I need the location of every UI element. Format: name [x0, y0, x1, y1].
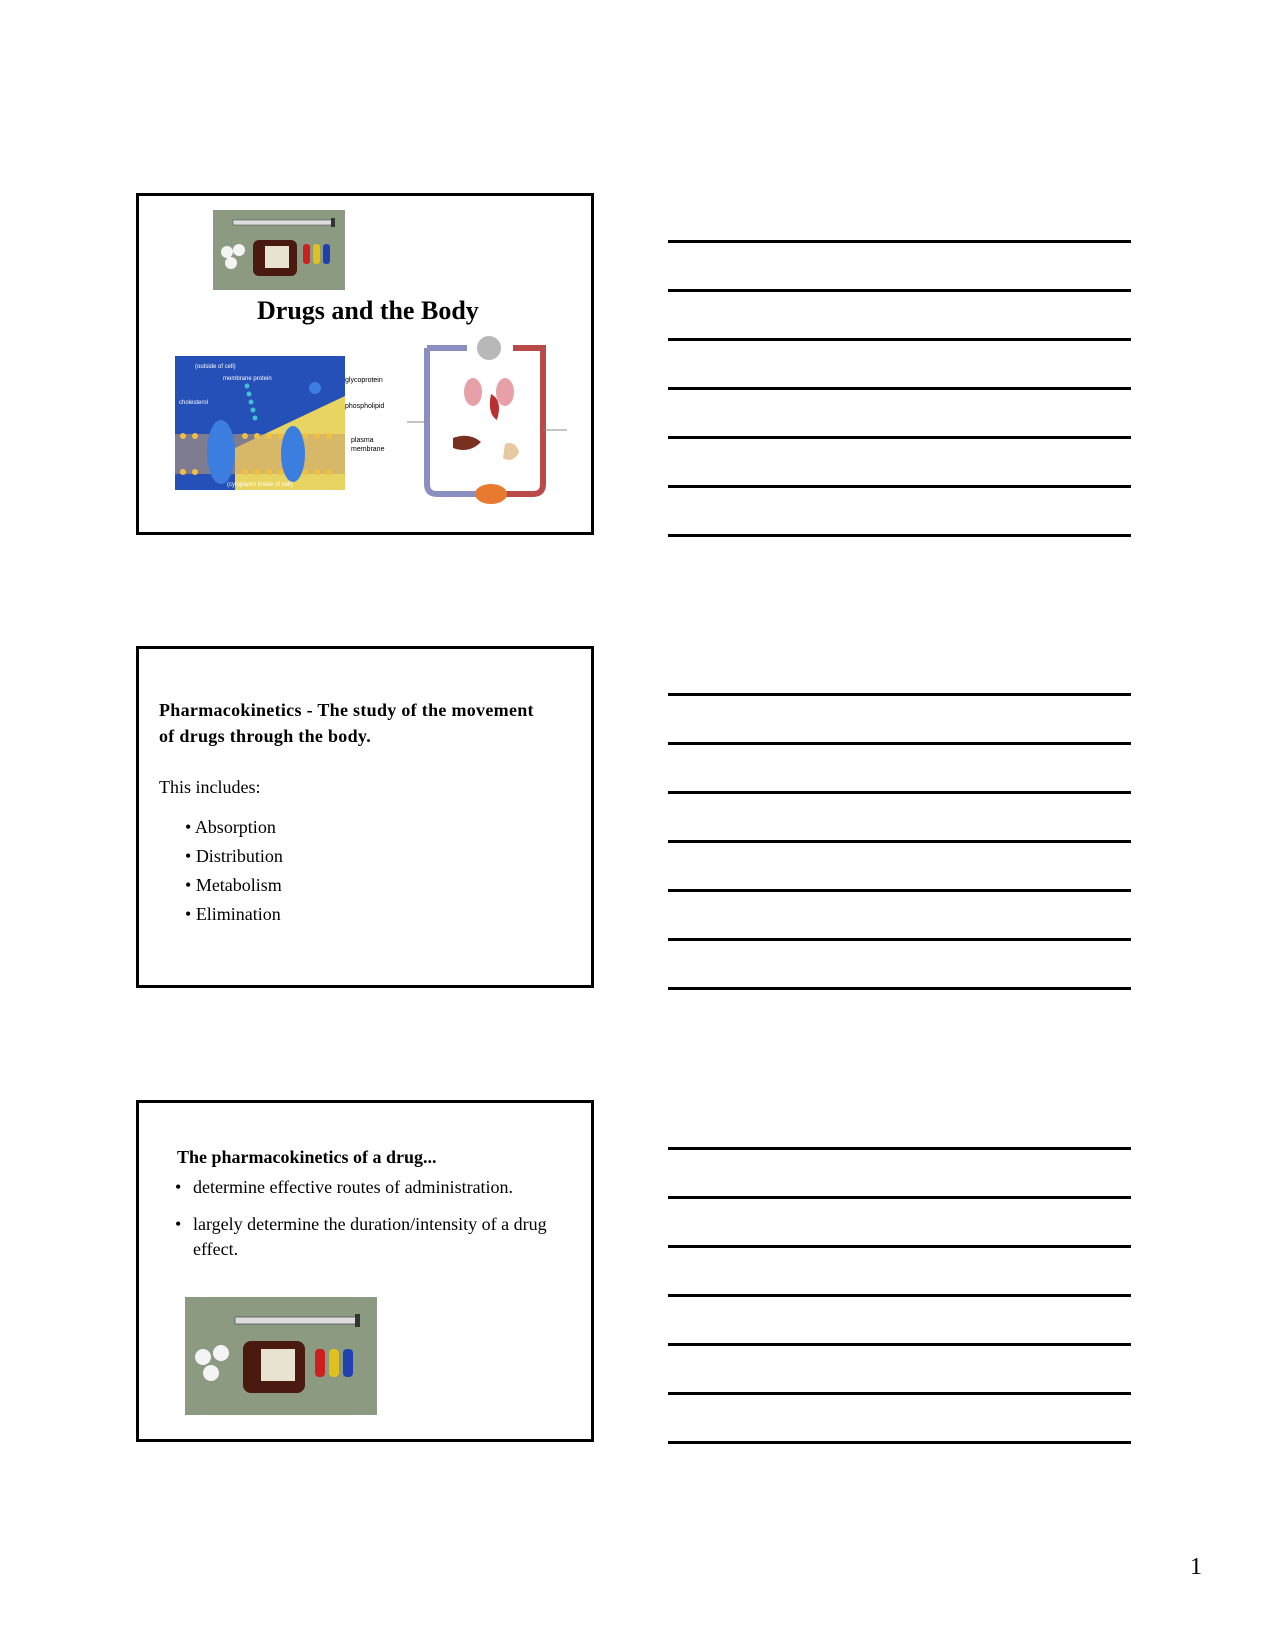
list-item: • Distribution — [185, 842, 283, 871]
note-line — [668, 240, 1131, 243]
note-line — [668, 987, 1131, 990]
note-line — [668, 693, 1131, 696]
list-item: • determine effective routes of administration. — [175, 1175, 575, 1200]
label-cholesterol: cholesterol — [179, 400, 209, 406]
list-item: • Elimination — [185, 900, 283, 929]
note-line — [668, 1392, 1131, 1395]
label-phospholipid: phospholipid — [345, 403, 385, 410]
note-line — [668, 485, 1131, 488]
intro-text: This includes: — [159, 777, 261, 797]
list-item: • Absorption — [185, 813, 283, 842]
label-inside: (cytoplasm inside of cell) — [227, 482, 293, 488]
process-list — [185, 813, 283, 929]
note-line — [668, 1441, 1131, 1444]
slide-pharmacokinetics-of-a-drug — [136, 1100, 594, 1442]
heading-line-2: of drugs through the body. — [159, 726, 372, 746]
label-plasma: plasma — [351, 437, 374, 444]
note-line — [668, 338, 1131, 341]
note-line — [668, 534, 1131, 537]
note-line — [668, 387, 1131, 390]
note-line — [668, 1196, 1131, 1199]
slide-title: Drugs and the Body — [257, 296, 479, 325]
bullet-list — [175, 1175, 575, 1274]
notes-lines-3 — [668, 1147, 1131, 1490]
note-line — [668, 938, 1131, 941]
slide-pharmacokinetics-definition — [136, 646, 594, 988]
label-glycoprotein: glycoprotein — [345, 377, 383, 384]
notes-lines-2 — [668, 693, 1131, 1036]
label-membrane: membrane — [351, 446, 385, 453]
note-line — [668, 742, 1131, 745]
label-outside: (outside of cell) — [195, 364, 236, 370]
heading-line-1: Pharmacokinetics - The study of the movement — [159, 700, 534, 720]
notes-lines-1 — [668, 240, 1131, 583]
label-membrane-protein: membrane protein — [223, 376, 272, 382]
note-line — [668, 1294, 1131, 1297]
slide-drugs-and-the-body — [136, 193, 594, 535]
cell-membrane-diagram — [175, 356, 345, 490]
list-item: • Metabolism — [185, 871, 283, 900]
note-line — [668, 791, 1131, 794]
slide-heading: The pharmacokinetics of a drug... — [177, 1147, 437, 1167]
note-line — [668, 289, 1131, 292]
note-line — [668, 436, 1131, 439]
note-line — [668, 1147, 1131, 1150]
drugs-photo — [185, 1297, 377, 1415]
slide-heading — [159, 697, 579, 749]
note-line — [668, 889, 1131, 892]
note-line — [668, 1343, 1131, 1346]
list-item: • largely determine the duration/intensity of a drug effect. — [175, 1212, 575, 1262]
note-line — [668, 1245, 1131, 1248]
drugs-photo — [213, 210, 345, 290]
page-number: 1 — [1190, 1554, 1202, 1580]
note-line — [668, 840, 1131, 843]
circulation-diagram — [407, 334, 575, 524]
